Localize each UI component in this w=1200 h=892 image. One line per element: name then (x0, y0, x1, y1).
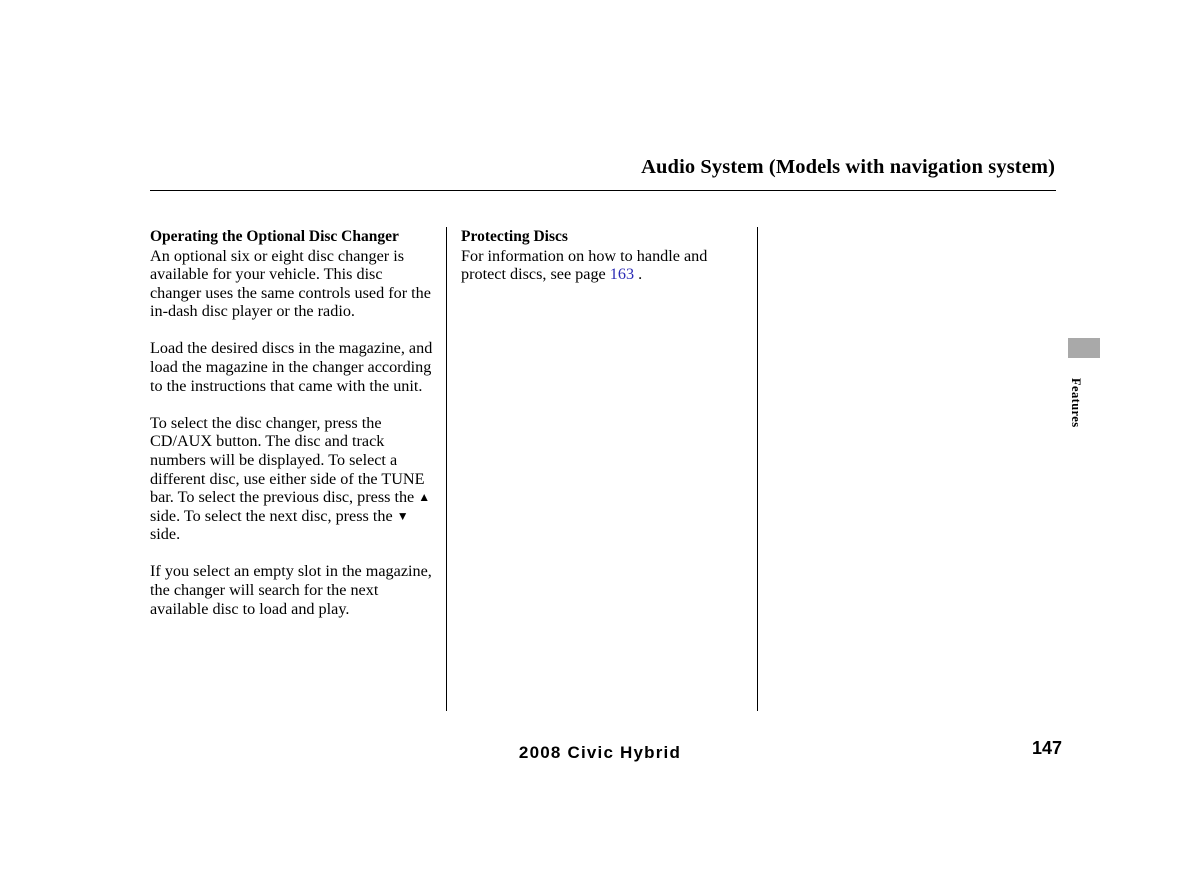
page-header-title: Audio System (Models with navigation system) (641, 156, 1055, 178)
up-triangle-icon (418, 490, 430, 504)
paragraph-select-disc-changer (150, 414, 437, 544)
down-triangle-icon (397, 509, 409, 523)
page-cross-reference-link[interactable]: 163 (609, 265, 635, 284)
paragraph-disc-changer-intro: An optional six or eight disc changer is available for your vehicle. This disc changer uses the same controls used for the in-dash disc player or the radio. (150, 246, 431, 321)
paragraph-select-part3: side. (150, 525, 181, 544)
paragraph-empty-slot: If you select an empty slot in the magazine, the changer will search for the next available disc to load and play. (150, 562, 432, 618)
right-column (461, 228, 748, 284)
section-heading-disc-changer: Operating the Optional Disc Changer (150, 228, 399, 245)
section-thumb-tab (1068, 338, 1100, 358)
paragraph-select-part2: side. To select the next disc, press the (150, 506, 397, 525)
footer-model-text: 2008 Civic Hybrid (518, 743, 682, 762)
column-divider-left (446, 227, 447, 711)
paragraph-select-part1: To select the disc changer, press the CD/AUX button. The disc and track numbers will be displayed. To select a different disc, use either side of the TUNE bar. To select the previous disc, press the (150, 413, 425, 507)
footer-page-number: 147 (1031, 738, 1062, 758)
protecting-text-before-link: For information on how to handle and protect discs, see page (461, 246, 708, 284)
column-divider-right (757, 227, 758, 711)
paragraph-protecting-discs (461, 247, 748, 284)
paragraph-load-discs: Load the desired discs in the magazine, and load the magazine in the changer according to the instructions that came with the unit. (150, 339, 433, 395)
section-heading-protecting-discs: Protecting Discs (461, 228, 568, 245)
protecting-text-after-link: . (634, 265, 643, 284)
left-column (150, 228, 437, 618)
section-thumb-tab-label: Features (1069, 378, 1083, 428)
header-divider (150, 190, 1056, 191)
